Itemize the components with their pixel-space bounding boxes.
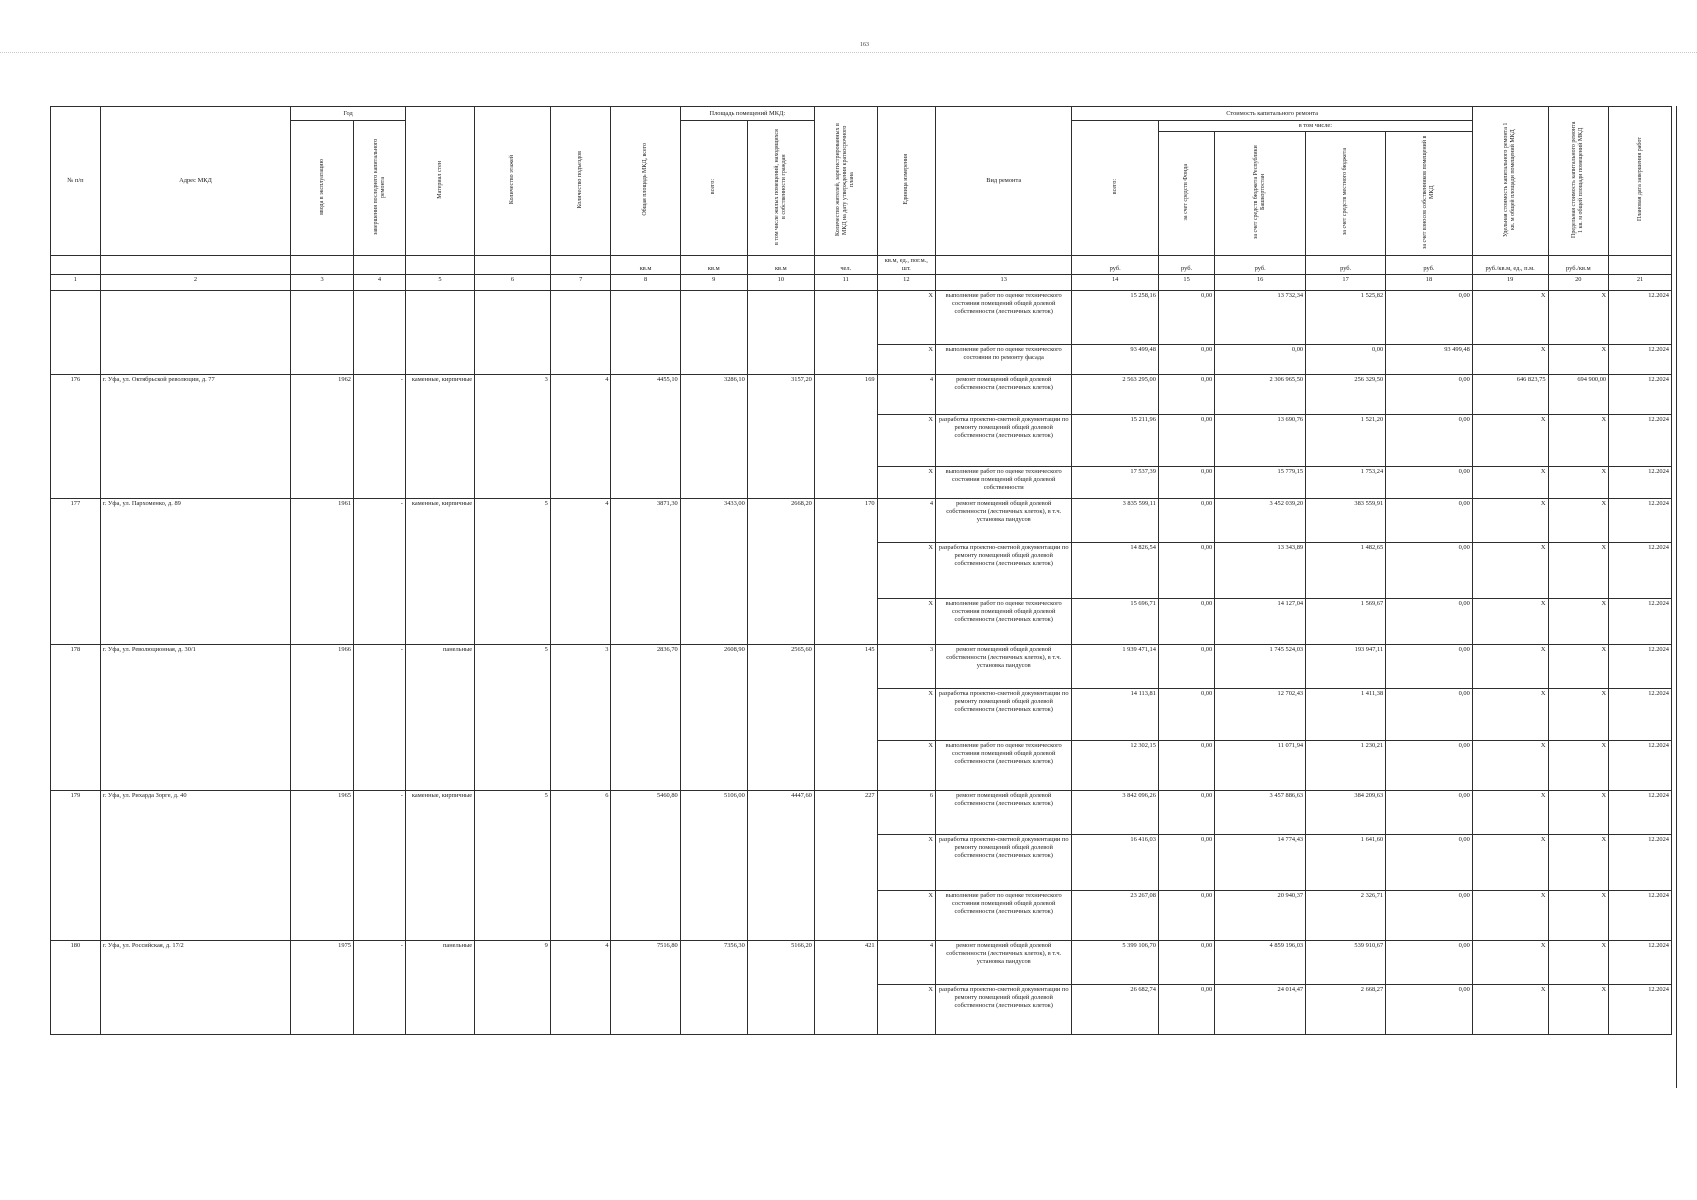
unit-cost-cell: Х xyxy=(1472,499,1548,543)
cost-fund-cell: 0,00 xyxy=(1158,741,1214,791)
row-number-cell: 179 xyxy=(51,791,101,941)
header-wall-material: Материал стен xyxy=(436,160,443,199)
wall-material-cell: панельные xyxy=(405,941,474,1035)
cost-owners-cell: 93 499,48 xyxy=(1386,345,1473,375)
empty-cell xyxy=(680,291,747,375)
floors-cell: 5 xyxy=(475,645,551,791)
unit-cell: Х xyxy=(877,415,935,467)
table-body xyxy=(51,275,1672,1035)
cost-local-cell: 1 411,38 xyxy=(1306,689,1386,741)
unit-cost-cell: Х xyxy=(1472,543,1548,599)
empty-cell xyxy=(747,291,814,375)
wall-material-cell: панельные xyxy=(405,645,474,791)
residents-cell: 170 xyxy=(814,499,877,645)
header-year-group: Год xyxy=(291,107,406,121)
plan-date-cell: 12.2024 xyxy=(1609,741,1672,791)
wall-material-cell: каменные, кирпичные xyxy=(405,791,474,941)
cost-total-cell: 15 696,71 xyxy=(1072,599,1159,645)
cost-total-cell: 3 842 096,26 xyxy=(1072,791,1159,835)
unit-cost-cell: Х xyxy=(1472,689,1548,741)
cost-local-cell: 0,00 xyxy=(1306,345,1386,375)
cost-local-cell: 193 947,11 xyxy=(1306,645,1386,689)
empty-cell xyxy=(611,291,680,375)
residents-cell: 169 xyxy=(814,375,877,499)
column-number: 6 xyxy=(475,275,551,291)
plan-date-cell: 12.2024 xyxy=(1609,415,1672,467)
plan-date-cell: 12.2024 xyxy=(1609,291,1672,345)
cost-republic-cell: 24 014,47 xyxy=(1215,985,1306,1035)
cost-republic-cell: 13 343,89 xyxy=(1215,543,1306,599)
cost-fund-cell: 0,00 xyxy=(1158,375,1214,415)
floors-cell: 9 xyxy=(475,941,551,1035)
unit-cost-cell: Х xyxy=(1472,791,1548,835)
total-area-cell: 4455,10 xyxy=(611,375,680,499)
max-cost-cell: 694 900,00 xyxy=(1548,375,1609,415)
plan-date-cell: 12.2024 xyxy=(1609,791,1672,835)
cost-republic-cell: 3 457 886,63 xyxy=(1215,791,1306,835)
cost-republic-cell: 14 127,04 xyxy=(1215,599,1306,645)
cost-local-cell: 1 753,24 xyxy=(1306,467,1386,499)
cost-republic-cell: 4 859 196,03 xyxy=(1215,941,1306,985)
plan-date-cell: 12.2024 xyxy=(1609,645,1672,689)
work-type-cell: выполнение работ по оценке технического состояния помещений общей долевой собственности xyxy=(936,467,1072,499)
cost-total-cell: 3 835 599,11 xyxy=(1072,499,1159,543)
unit-cell: Х xyxy=(877,891,935,941)
cost-owners-cell: 0,00 xyxy=(1386,835,1473,891)
cost-local-cell: 256 329,50 xyxy=(1306,375,1386,415)
plan-date-cell: 12.2024 xyxy=(1609,543,1672,599)
header-unit-cost: Удельная стоимость капитального ремонта 1 кв. м общей площади помещений МКД xyxy=(1503,122,1517,237)
cost-fund-cell: 0,00 xyxy=(1158,689,1214,741)
unit-18: руб. xyxy=(1386,256,1473,275)
unit-cell: Х xyxy=(877,467,935,499)
work-type-cell: разработка проектно-сметной документации по ремонту помещений общей долевой собственности (лестничных клеток) xyxy=(936,415,1072,467)
table-header xyxy=(51,107,1672,275)
cost-total-cell: 15 211,96 xyxy=(1072,415,1159,467)
table-row xyxy=(51,499,1672,543)
max-cost-cell: Х xyxy=(1548,791,1609,835)
row-number-cell: 180 xyxy=(51,941,101,1035)
unit-cost-cell: Х xyxy=(1472,415,1548,467)
work-type-cell: выполнение работ по оценке технического состояния по ремонту фасада xyxy=(936,345,1072,375)
year-last-repair-cell: - xyxy=(353,499,405,645)
cost-total-cell: 5 399 106,70 xyxy=(1072,941,1159,985)
cost-republic-cell: 1 745 524,03 xyxy=(1215,645,1306,689)
unit-10: кв.м xyxy=(747,256,814,275)
cost-fund-cell: 0,00 xyxy=(1158,985,1214,1035)
header-address: Адрес МКД xyxy=(100,107,290,256)
column-number: 10 xyxy=(747,275,814,291)
unit-cell: 4 xyxy=(877,941,935,985)
plan-date-cell: 12.2024 xyxy=(1609,599,1672,645)
plan-date-cell: 12.2024 xyxy=(1609,689,1672,741)
plan-date-cell: 12.2024 xyxy=(1609,985,1672,1035)
unit-cell: 3 xyxy=(877,645,935,689)
unit-cost-cell: Х xyxy=(1472,599,1548,645)
floors-cell: 5 xyxy=(475,791,551,941)
column-number: 14 xyxy=(1072,275,1159,291)
cost-republic-cell: 3 452 039,20 xyxy=(1215,499,1306,543)
total-area-cell: 7516,80 xyxy=(611,941,680,1035)
table-row xyxy=(51,375,1672,415)
cost-fund-cell: 0,00 xyxy=(1158,345,1214,375)
unit-cell: Х xyxy=(877,985,935,1035)
cost-owners-cell: 0,00 xyxy=(1386,499,1473,543)
cost-owners-cell: 0,00 xyxy=(1386,415,1473,467)
work-type-cell: ремонт помещений общей долевой собственности (лестничных клеток), в т.ч. установка пандусов xyxy=(936,645,1072,689)
cost-republic-cell: 13 732,34 xyxy=(1215,291,1306,345)
repair-plan-table xyxy=(50,106,1672,1035)
column-number: 13 xyxy=(936,275,1072,291)
column-number: 7 xyxy=(550,275,611,291)
unit-cost-cell: Х xyxy=(1472,835,1548,891)
empty-cell xyxy=(51,291,101,375)
column-number: 5 xyxy=(405,275,474,291)
cost-local-cell: 1 641,60 xyxy=(1306,835,1386,891)
max-cost-cell: Х xyxy=(1548,499,1609,543)
residents-cell: 145 xyxy=(814,645,877,791)
header-cost-incl: в том числе: xyxy=(1158,121,1472,132)
right-border-line xyxy=(1676,106,1677,1088)
empty-cell xyxy=(100,291,290,375)
cost-total-cell: 23 267,08 xyxy=(1072,891,1159,941)
unit-14: руб. xyxy=(1072,256,1159,275)
cost-republic-cell: 11 071,94 xyxy=(1215,741,1306,791)
unit-16: руб. xyxy=(1215,256,1306,275)
cost-fund-cell: 0,00 xyxy=(1158,499,1214,543)
premises-residential-cell: 3157,20 xyxy=(747,375,814,499)
table-row xyxy=(51,791,1672,835)
work-type-cell: разработка проектно-сметной документации по ремонту помещений общей долевой собственности (лестничных клеток) xyxy=(936,689,1072,741)
unit-cost-cell: Х xyxy=(1472,985,1548,1035)
unit-cell: 4 xyxy=(877,375,935,415)
header-cost-group: Стоимость капитального ремонта xyxy=(1072,107,1472,121)
year-commission-cell: 1962 xyxy=(291,375,354,499)
units-row xyxy=(51,256,1672,275)
unit-cost-cell: Х xyxy=(1472,345,1548,375)
cost-fund-cell: 0,00 xyxy=(1158,891,1214,941)
cost-total-cell: 15 258,16 xyxy=(1072,291,1159,345)
header-total-area: Общая площадь МКД, всего xyxy=(642,143,649,216)
address-cell: г. Уфа, ул. Пархоменко, д. 89 xyxy=(100,499,290,645)
unit-20: руб./кв.м xyxy=(1548,256,1609,275)
max-cost-cell: Х xyxy=(1548,345,1609,375)
cost-fund-cell: 0,00 xyxy=(1158,467,1214,499)
unit-cell: Х xyxy=(877,741,935,791)
cost-total-cell: 93 499,48 xyxy=(1072,345,1159,375)
unit-8: кв.м xyxy=(611,256,680,275)
unit-19: руб./кв.м, ед., п.м. xyxy=(1472,256,1548,275)
max-cost-cell: Х xyxy=(1548,835,1609,891)
wall-material-cell: каменные, кирпичные xyxy=(405,499,474,645)
header-premises-total: всего: xyxy=(710,178,717,195)
empty-cell xyxy=(814,291,877,375)
plan-date-cell: 12.2024 xyxy=(1609,467,1672,499)
cost-local-cell: 1 482,65 xyxy=(1306,543,1386,599)
cost-local-cell: 1 230,21 xyxy=(1306,741,1386,791)
unit-cell: 6 xyxy=(877,791,935,835)
year-last-repair-cell: - xyxy=(353,645,405,791)
cost-total-cell: 26 682,74 xyxy=(1072,985,1159,1035)
cost-owners-cell: 0,00 xyxy=(1386,375,1473,415)
cost-total-cell: 17 537,39 xyxy=(1072,467,1159,499)
residents-cell: 421 xyxy=(814,941,877,1035)
unit-cell: Х xyxy=(877,689,935,741)
year-commission-cell: 1966 xyxy=(291,645,354,791)
entrances-cell: 3 xyxy=(550,645,611,791)
page-number: 163 xyxy=(860,42,869,48)
total-area-cell: 3871,30 xyxy=(611,499,680,645)
header-unit: Единица измерения xyxy=(902,154,909,205)
cost-fund-cell: 0,00 xyxy=(1158,415,1214,467)
column-number: 18 xyxy=(1386,275,1473,291)
cost-local-cell: 2 326,71 xyxy=(1306,891,1386,941)
column-number: 15 xyxy=(1158,275,1214,291)
column-number: 11 xyxy=(814,275,877,291)
column-number: 19 xyxy=(1472,275,1548,291)
header-floors: Количество этажей xyxy=(509,154,516,205)
cost-owners-cell: 0,00 xyxy=(1386,741,1473,791)
empty-cell xyxy=(475,291,551,375)
column-number: 2 xyxy=(100,275,290,291)
column-number: 21 xyxy=(1609,275,1672,291)
cost-fund-cell: 0,00 xyxy=(1158,543,1214,599)
unit-cell: Х xyxy=(877,291,935,345)
work-type-cell: выполнение работ по оценке технического состояния помещений общей долевой собственности (лестничных клеток) xyxy=(936,891,1072,941)
header-plan-date: Плановая дата завершения работ xyxy=(1636,137,1643,222)
address-cell: г. Уфа, ул. Российская, д. 17/2 xyxy=(100,941,290,1035)
cost-local-cell: 383 559,91 xyxy=(1306,499,1386,543)
cost-republic-cell: 13 690,76 xyxy=(1215,415,1306,467)
column-number: 9 xyxy=(680,275,747,291)
premises-total-cell: 3433,00 xyxy=(680,499,747,645)
total-area-cell: 5460,80 xyxy=(611,791,680,941)
unit-15: руб. xyxy=(1158,256,1214,275)
cost-total-cell: 16 416,03 xyxy=(1072,835,1159,891)
header-premises-residential: в том числе жилых помещений, находящихся в собственности граждан xyxy=(773,128,787,245)
cost-fund-cell: 0,00 xyxy=(1158,941,1214,985)
row-number-cell: 176 xyxy=(51,375,101,499)
unit-cost-cell: Х xyxy=(1472,891,1548,941)
unit-cost-cell: Х xyxy=(1472,741,1548,791)
work-type-cell: выполнение работ по оценке технического состояния помещений общей долевой собственности (лестничных клеток) xyxy=(936,741,1072,791)
max-cost-cell: Х xyxy=(1548,689,1609,741)
unit-cost-cell: Х xyxy=(1472,291,1548,345)
address-cell: г. Уфа, ул. Революционная, д. 30/1 xyxy=(100,645,290,791)
work-type-cell: ремонт помещений общей долевой собственности (лестничных клеток) xyxy=(936,791,1072,835)
header-cost-fund: за счет средств Фонда xyxy=(1183,163,1190,221)
plan-date-cell: 12.2024 xyxy=(1609,499,1672,543)
floors-cell: 5 xyxy=(475,499,551,645)
premises-residential-cell: 2565,60 xyxy=(747,645,814,791)
year-last-repair-cell: - xyxy=(353,791,405,941)
max-cost-cell: Х xyxy=(1548,599,1609,645)
unit-cost-cell: Х xyxy=(1472,645,1548,689)
empty-cell xyxy=(550,291,611,375)
header-premises-group: Площадь помещений МКД: xyxy=(680,107,814,121)
unit-cell: Х xyxy=(877,599,935,645)
empty-cell xyxy=(405,291,474,375)
column-number: 1 xyxy=(51,275,101,291)
header-num: № п/п xyxy=(51,107,101,256)
plan-date-cell: 12.2024 xyxy=(1609,941,1672,985)
cost-republic-cell: 15 779,15 xyxy=(1215,467,1306,499)
unit-17: руб. xyxy=(1306,256,1386,275)
floors-cell: 3 xyxy=(475,375,551,499)
work-type-cell: выполнение работ по оценке технического состояния помещений общей долевой собственности (лестничных клеток) xyxy=(936,599,1072,645)
year-last-repair-cell: - xyxy=(353,941,405,1035)
cost-total-cell: 14 826,54 xyxy=(1072,543,1159,599)
cost-total-cell: 14 113,81 xyxy=(1072,689,1159,741)
header-year-commission: ввода в эксплуатацию xyxy=(318,158,325,215)
cost-owners-cell: 0,00 xyxy=(1386,543,1473,599)
unit-cell: Х xyxy=(877,543,935,599)
column-number: 12 xyxy=(877,275,935,291)
column-number: 20 xyxy=(1548,275,1609,291)
header-entrances: Количество подъездов xyxy=(577,150,584,209)
column-number: 3 xyxy=(291,275,354,291)
cost-local-cell: 1 525,82 xyxy=(1306,291,1386,345)
work-type-cell: разработка проектно-сметной документации по ремонту помещений общей долевой собственности (лестничных клеток) xyxy=(936,835,1072,891)
entrances-cell: 4 xyxy=(550,941,611,1035)
entrances-cell: 4 xyxy=(550,499,611,645)
column-number-row xyxy=(51,275,1672,291)
entrances-cell: 4 xyxy=(550,375,611,499)
address-cell: г. Уфа, ул. Рихарда Зорге, д. 40 xyxy=(100,791,290,941)
unit-cost-cell: 646 823,75 xyxy=(1472,375,1548,415)
header-year-last-repair: завершения последнего капитального ремонта xyxy=(372,138,386,235)
total-area-cell: 2836,70 xyxy=(611,645,680,791)
cost-republic-cell: 0,00 xyxy=(1215,345,1306,375)
cost-owners-cell: 0,00 xyxy=(1386,645,1473,689)
header-work-type: Вид ремонта xyxy=(936,107,1072,256)
plan-date-cell: 12.2024 xyxy=(1609,345,1672,375)
premises-total-cell: 2608,90 xyxy=(680,645,747,791)
unit-cell: 4 xyxy=(877,499,935,543)
work-type-cell: разработка проектно-сметной документации по ремонту помещений общей долевой собственности (лестничных клеток) xyxy=(936,985,1072,1035)
cost-fund-cell: 0,00 xyxy=(1158,791,1214,835)
max-cost-cell: Х xyxy=(1548,291,1609,345)
premises-total-cell: 7356,30 xyxy=(680,941,747,1035)
unit-11: чел. xyxy=(814,256,877,275)
cost-republic-cell: 20 940,37 xyxy=(1215,891,1306,941)
header-residents: Количество жителей, зарегистрированных в МКД на дату утверждения краткосрочного плана xyxy=(835,123,856,236)
cost-republic-cell: 2 306 965,50 xyxy=(1215,375,1306,415)
plan-date-cell: 12.2024 xyxy=(1609,375,1672,415)
column-number: 17 xyxy=(1306,275,1386,291)
table-row xyxy=(51,941,1672,985)
cost-local-cell: 1 521,20 xyxy=(1306,415,1386,467)
max-cost-cell: Х xyxy=(1548,941,1609,985)
cost-owners-cell: 0,00 xyxy=(1386,985,1473,1035)
cost-owners-cell: 0,00 xyxy=(1386,291,1473,345)
year-commission-cell: 1965 xyxy=(291,791,354,941)
premises-total-cell: 5106,00 xyxy=(680,791,747,941)
max-cost-cell: Х xyxy=(1548,741,1609,791)
cost-owners-cell: 0,00 xyxy=(1386,467,1473,499)
header-cost-local: за счет средств местного бюджета xyxy=(1342,148,1349,236)
cost-owners-cell: 0,00 xyxy=(1386,791,1473,835)
cost-fund-cell: 0,00 xyxy=(1158,599,1214,645)
cost-republic-cell: 12 702,43 xyxy=(1215,689,1306,741)
table-row xyxy=(51,645,1672,689)
premises-residential-cell: 5166,20 xyxy=(747,941,814,1035)
header-max-cost: Предельная стоимость капитального ремонта 1 кв. м общей площади помещений МКД xyxy=(1571,121,1585,238)
cost-owners-cell: 0,00 xyxy=(1386,689,1473,741)
work-type-cell: разработка проектно-сметной документации по ремонту помещений общей долевой собственности (лестничных клеток) xyxy=(936,543,1072,599)
header-cost-owners: за счет взносов собственников помещений в МКД xyxy=(1422,135,1435,249)
work-type-cell: ремонт помещений общей долевой собственности (лестничных клеток), в т.ч. установка пандусов xyxy=(936,499,1072,543)
cost-local-cell: 2 668,27 xyxy=(1306,985,1386,1035)
premises-total-cell: 3286,10 xyxy=(680,375,747,499)
unit-cost-cell: Х xyxy=(1472,467,1548,499)
work-type-cell: выполнение работ по оценке технического состояния помещений общей долевой собственности (лестничных клеток) xyxy=(936,291,1072,345)
unit-cell: Х xyxy=(877,345,935,375)
cost-local-cell: 539 910,67 xyxy=(1306,941,1386,985)
column-number: 8 xyxy=(611,275,680,291)
header-cost-republic: за счет средств бюджета Республики Башкортостан xyxy=(1253,145,1267,239)
year-commission-cell: 1975 xyxy=(291,941,354,1035)
year-last-repair-cell: - xyxy=(353,375,405,499)
empty-cell xyxy=(353,291,405,375)
max-cost-cell: Х xyxy=(1548,985,1609,1035)
header-cost-total: всего: xyxy=(1111,178,1118,195)
residents-cell: 227 xyxy=(814,791,877,941)
unit-cell: Х xyxy=(877,835,935,891)
scan-artifact-line xyxy=(0,52,1697,53)
max-cost-cell: Х xyxy=(1548,891,1609,941)
max-cost-cell: Х xyxy=(1548,543,1609,599)
premises-residential-cell: 4447,60 xyxy=(747,791,814,941)
cost-republic-cell: 14 774,43 xyxy=(1215,835,1306,891)
work-type-cell: ремонт помещений общей долевой собственности (лестничных клеток), в т.ч. установка пандусов xyxy=(936,941,1072,985)
row-number-cell: 178 xyxy=(51,645,101,791)
plan-date-cell: 12.2024 xyxy=(1609,835,1672,891)
column-number: 4 xyxy=(353,275,405,291)
cost-local-cell: 1 569,67 xyxy=(1306,599,1386,645)
cost-local-cell: 384 209,63 xyxy=(1306,791,1386,835)
max-cost-cell: Х xyxy=(1548,415,1609,467)
address-cell: г. Уфа, ул. Октябрьской революции, д. 77 xyxy=(100,375,290,499)
table-row xyxy=(51,291,1672,345)
work-type-cell: ремонт помещений общей долевой собственности (лестничных клеток) xyxy=(936,375,1072,415)
unit-cost-cell: Х xyxy=(1472,941,1548,985)
empty-cell xyxy=(291,291,354,375)
cost-total-cell: 12 302,15 xyxy=(1072,741,1159,791)
plan-date-cell: 12.2024 xyxy=(1609,891,1672,941)
cost-owners-cell: 0,00 xyxy=(1386,891,1473,941)
cost-fund-cell: 0,00 xyxy=(1158,291,1214,345)
premises-residential-cell: 2668,20 xyxy=(747,499,814,645)
entrances-cell: 6 xyxy=(550,791,611,941)
cost-total-cell: 2 563 295,00 xyxy=(1072,375,1159,415)
cost-owners-cell: 0,00 xyxy=(1386,941,1473,985)
column-number: 16 xyxy=(1215,275,1306,291)
max-cost-cell: Х xyxy=(1548,467,1609,499)
row-number-cell: 177 xyxy=(51,499,101,645)
year-commission-cell: 1961 xyxy=(291,499,354,645)
cost-total-cell: 1 939 471,14 xyxy=(1072,645,1159,689)
cost-owners-cell: 0,00 xyxy=(1386,599,1473,645)
wall-material-cell: каменные, кирпичные xyxy=(405,375,474,499)
max-cost-cell: Х xyxy=(1548,645,1609,689)
unit-12: кв.м, ед., пог.м., шт. xyxy=(877,256,935,275)
cost-fund-cell: 0,00 xyxy=(1158,645,1214,689)
cost-fund-cell: 0,00 xyxy=(1158,835,1214,891)
unit-9: кв.м xyxy=(680,256,747,275)
